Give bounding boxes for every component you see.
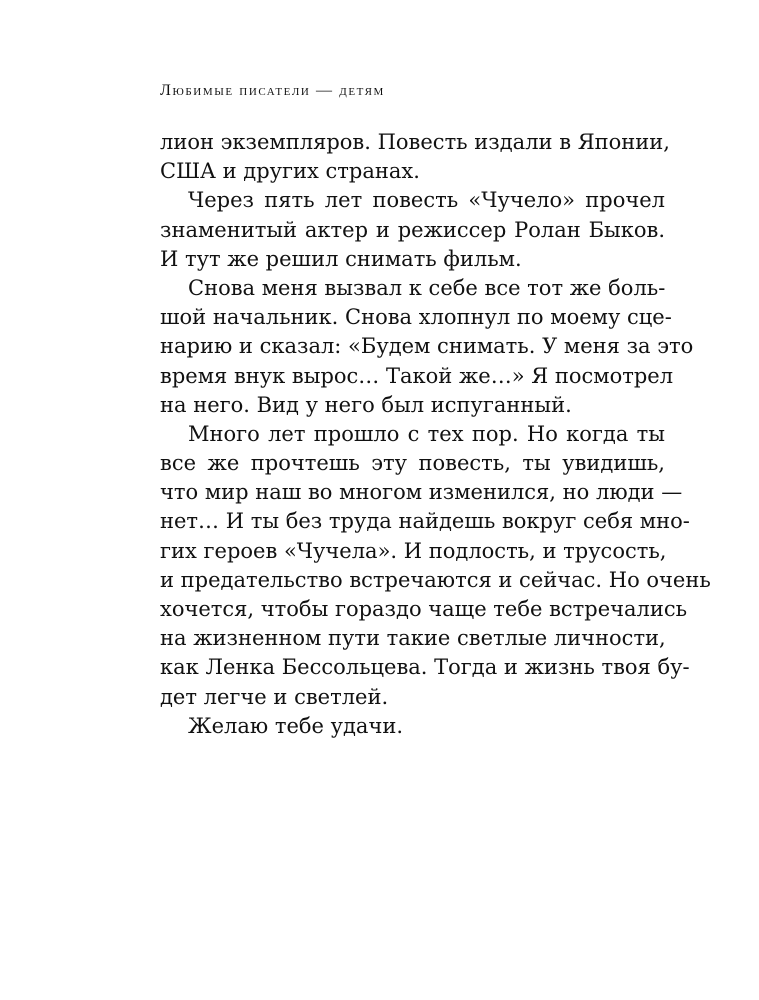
text-line: И тут же решил снимать фильм. (160, 246, 522, 271)
text-line: время внук вырос… Такой же…» Я посмотрел (160, 363, 674, 388)
text-line: на жизненном пути такие светлые личности, (160, 626, 666, 651)
text-line: лион экземпляров. Повесть издали в Японии, (160, 130, 670, 154)
body-text (160, 128, 711, 741)
text-line: Через пять лет повесть «Чучело» прочел (188, 188, 665, 213)
running-header: Любимые писатели — детям (160, 82, 385, 99)
text-line: Желаю тебе удачи. (188, 713, 403, 738)
text-line: США и других странах. (160, 159, 420, 184)
text-line: все же прочтешь эту повесть, ты увидишь, (160, 451, 665, 476)
text-line: знаменитый актер и режиссер Ролан Быков. (160, 217, 665, 242)
text-line: нарию и сказал: «Будем снимать. У меня за это (160, 334, 694, 359)
text-line: что мир наш во многом изменился, но люди — (160, 480, 683, 505)
text-line: дет легче и светлей. (160, 684, 389, 709)
text-line: хочется, чтобы гораздо чаще тебе встречались (160, 597, 688, 621)
text-line: Снова меня вызвал к себе все тот же боль- (188, 275, 666, 300)
text-line: как Ленка Бессольцева. Тогда и жизнь твоя бу- (160, 655, 690, 680)
text-line: на него. Вид у него был испуганный. (160, 392, 572, 417)
text-line: шой начальник. Снова хлопнул по моему сце- (160, 305, 672, 330)
text-line: Много лет прошло с тех пор. Но когда ты (188, 421, 665, 446)
text-line: гих героев «Чучела». И подлость, и трусость, (160, 538, 667, 563)
text-line: нет… И ты без труда найдешь вокруг себя мно- (160, 509, 690, 534)
text-line: и предательство встречаются и сейчас. Но очень (160, 567, 711, 592)
